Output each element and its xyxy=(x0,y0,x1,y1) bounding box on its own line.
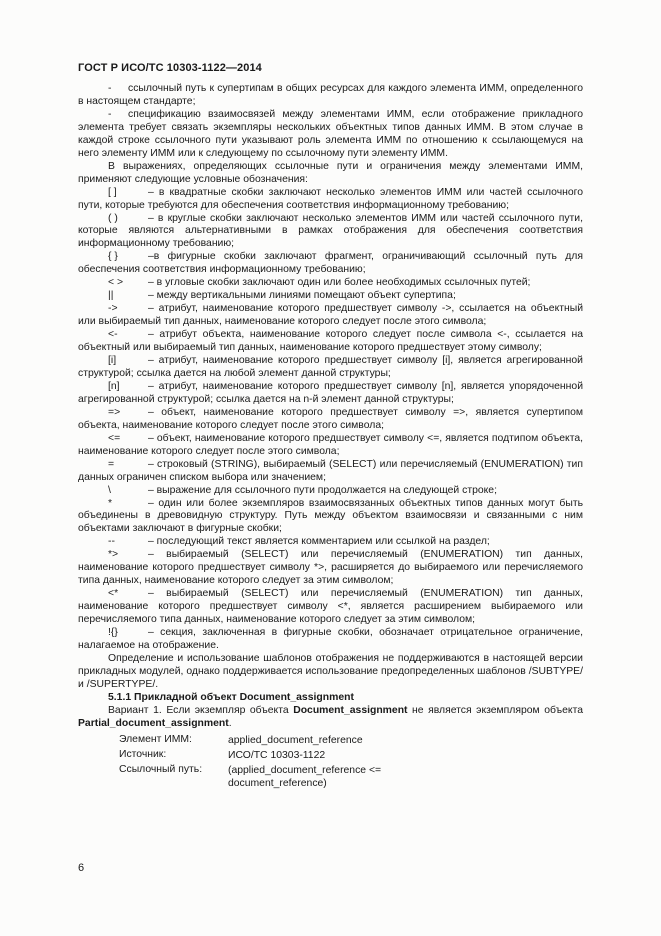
mapping-key: Элемент ИММ: xyxy=(119,733,192,745)
definition-item xyxy=(78,549,583,588)
definition-symbol: <* xyxy=(108,588,119,600)
definition-item xyxy=(78,303,583,329)
definition-text: – объект, наименование которого предшествует символу =>, является супертипом объекта, наименование которого следует после этого символа; xyxy=(78,406,583,431)
section-title-object: Document_assignment xyxy=(239,691,354,703)
definition-item xyxy=(78,355,583,381)
definition-symbol: \ xyxy=(108,484,111,496)
definition-text: – секция, заключенная в фигурные скобки, обозначает отрицательное ограничение, налагаемое на отображение. xyxy=(78,627,583,651)
mapping-key: Источник: xyxy=(119,748,167,760)
definition-item xyxy=(78,536,583,549)
intro-item: - ссылочный путь к супертипам в общих ресурсах для каждого элемента ИММ, определенного в настоящем стандарте; xyxy=(78,83,583,107)
definition-item xyxy=(78,187,583,213)
mapping-row xyxy=(119,734,583,747)
definition-item xyxy=(78,485,583,498)
definitions-list xyxy=(78,187,583,653)
section-title-prefix: Прикладной объект xyxy=(134,691,240,703)
definition-symbol: [ ] xyxy=(108,186,117,198)
mapping-table xyxy=(78,734,583,790)
definition-symbol: ( ) xyxy=(108,212,118,224)
definition-text: – атрибут объекта, наименование которого следует после символа <-, ссылается на объектный или выбираемый тип данных, наименование которого предшествует этому символу; xyxy=(78,329,583,354)
definition-symbol: !{} xyxy=(108,627,118,639)
definition-text: – в угловые скобки заключают один или более необходимых ссылочных путей; xyxy=(148,277,531,289)
definition-text: – объект, наименование которого предшествует символу <=, является подтипом объекта, наименование которого следует после этого символа; xyxy=(78,432,583,457)
object-name: Document_assignment xyxy=(293,704,408,716)
mapping-value xyxy=(228,764,583,790)
definition-text: – строковый (STRING), выбираемый (SELECT) или перечисляемый (ENUMERATION) тип данных ограничен списком выбора или значением; xyxy=(78,458,583,483)
definition-text: – выбираемый (SELECT) или перечисляемый (ENUMERATION) тип данных, наименование которого предшествует символу *>, расширяется до выбираемого или перечисляемого типа данных, наименование которого следует за этим символом; xyxy=(78,549,583,587)
definition-symbol: = xyxy=(108,458,115,470)
definition-item xyxy=(78,588,583,627)
definition-text: – выбираемый (SELECT) или перечисляемый (ENUMERATION) тип данных, наименование которого предшествует символу <*, является расширением выбираемого или перечисляемого типа данных, наименование которого следует за этим символом; xyxy=(78,588,583,626)
definition-text: – один или более экземпляров взаимосвязанных объектных типов данных могут быть объединены в древовидную структуру. Путь между объектом взаимосвязи и связанными с ним объектами заключают в фигурные скобки; xyxy=(78,497,583,535)
page-number: 6 xyxy=(78,862,85,874)
definition-symbol: -- xyxy=(108,536,115,548)
definition-symbol: [n] xyxy=(108,380,120,392)
definition-symbol: || xyxy=(108,290,114,302)
page-header: ГОСТ Р ИСО/ТС 10303-1122—2014 xyxy=(78,62,262,74)
definition-text: – выражение для ссылочного пути продолжается на следующей строке; xyxy=(148,484,497,496)
definition-symbol: *> xyxy=(108,549,119,561)
definition-text: – в круглые скобки заключают несколько элементов ИММ или частей ссылочного пути, которые являются альтернативными в рамках отображения для обеспечения соответствия информационному требованию; xyxy=(78,212,583,250)
bullet-dash: - xyxy=(108,108,112,120)
definition-symbol: <= xyxy=(108,432,121,444)
definition-item xyxy=(78,290,583,303)
section-heading xyxy=(78,692,583,705)
definition-symbol: [i] xyxy=(108,355,117,367)
mapping-key: Ссылочный путь: xyxy=(119,763,203,775)
bullet-dash: - xyxy=(108,83,112,94)
definition-text: – в квадратные скобки заключают несколько элементов ИММ или частей ссылочного пути, которые требуются для обеспечения соответствия информационному требованию; xyxy=(78,186,583,211)
mapping-row xyxy=(119,749,583,762)
definition-item xyxy=(78,277,583,290)
definition-symbol: => xyxy=(108,406,121,418)
conventions-intro: В выражениях, определяющих ссылочные пути и ограничения между элементами ИММ, применяют следующие условные обозначения: xyxy=(78,160,583,185)
definition-text: – атрибут, наименование которого предшествует символу [i], является агрегированной структурой; ссылка дается на любой элемент данной структуры; xyxy=(78,355,583,379)
definition-symbol: * xyxy=(108,497,113,509)
definition-item xyxy=(78,251,583,277)
section-number: 5.1.1 xyxy=(108,691,132,703)
mapping-value: applied_document_reference xyxy=(228,734,363,746)
definition-symbol: < > xyxy=(108,277,124,289)
definition-item xyxy=(78,407,583,433)
definition-item xyxy=(78,459,583,485)
definition-item xyxy=(78,381,583,407)
mapping-value: ИСО/ТС 10303-1122 xyxy=(228,749,326,761)
mapping-row xyxy=(119,764,583,790)
definition-item xyxy=(78,329,583,355)
definition-item xyxy=(78,627,583,653)
variant-paragraph: Вариант 1. Если экземпляр объекта Document_assignment не является экземпляром объекта Partial_document_assignment. xyxy=(78,704,583,729)
intro-item: - спецификацию взаимосвязей между элементами ИММ, если отображение прикладного элемента требует связать экземпляры нескольких объектных типов данных ИММ. В этом случае в каждой строке ссылочного пути указывают роль элемента ИММ по отношению к ссылающемуся на него элементу ИММ или к следующему по ссылочному пути элементу ИММ. xyxy=(78,108,583,159)
definition-symbol: <- xyxy=(108,329,118,341)
page-content xyxy=(78,83,583,790)
definition-text: – атрибут, наименование которого предшествует символу ->, ссылается на объектный или выбираемый тип данных, наименование которого следует после этого символа; xyxy=(78,303,583,328)
reference-path-line: (applied_document_reference <= xyxy=(228,764,382,776)
definition-text: – последующий текст является комментарием или ссылкой на раздел; xyxy=(148,536,490,548)
definition-symbol: -> xyxy=(108,303,118,315)
reference-path-line: document_reference) xyxy=(228,777,327,789)
templates-note: Определение и использование шаблонов отображения не поддерживаются в настоящей версии прикладных модулей, однако поддерживается использование предопределенных шаблонов /SUBTYPE/ и /SUPERTYPE/. xyxy=(78,652,583,690)
definition-text: – атрибут, наименование которого предшествует символу [n], является упорядоченной агрегированной структурой; ссылка дается на n-й элемент данной структуры; xyxy=(78,380,583,405)
definition-text: –в фигурные скобки заключают фрагмент, ограничивающий ссылочный путь для обеспечения соответствия информационному требованию; xyxy=(78,251,583,276)
definition-item xyxy=(78,213,583,252)
object-name: Partial_document_assignment xyxy=(78,717,229,729)
definition-item xyxy=(78,433,583,459)
definition-item xyxy=(78,498,583,537)
definition-symbol: { } xyxy=(108,251,118,263)
definition-text: – между вертикальными линиями помещают объект супертипа; xyxy=(148,290,456,302)
